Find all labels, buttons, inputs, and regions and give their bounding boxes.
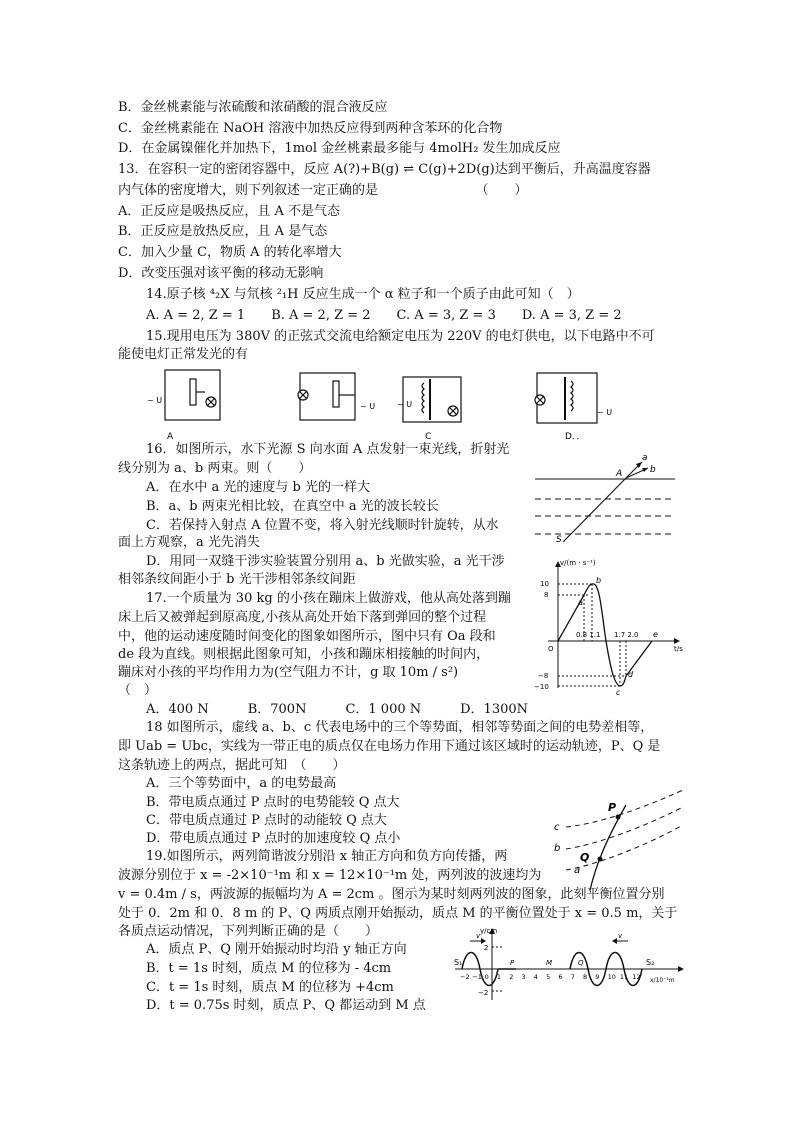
text-line: 蹦床对小孩的平均作用力为(空气阻力不计，g 取 10m / s²) — [118, 665, 459, 680]
circuit-figures — [145, 365, 615, 445]
text-line: C．金丝桃素能在 NaOH 溶液中加热反应得到两种含苯环的化合物 — [118, 121, 503, 136]
text-line: 处于 0．2m 和 0．8 m 的 P、Q 两质点刚开始振动，质点 M 的平衡位置处于 x = 0.5 m，关于 — [118, 906, 678, 921]
x-tick-label: 12 — [632, 973, 641, 981]
text-line: A．三个等势面中，a 的电势最高 — [146, 776, 337, 791]
circuit-label-c: C — [425, 432, 432, 442]
x-tick-label: 2 — [509, 973, 514, 981]
point-label: P — [510, 959, 515, 967]
point-label: A — [616, 469, 623, 479]
text-line: （ ） — [118, 683, 158, 698]
equipotential-label: b — [554, 843, 561, 854]
text-line: 19.如图所示，两列简谐波分别沿 x 轴正方向和负方向传播，两 — [146, 849, 508, 864]
text-line: D．在金属镍催化并加热下，1mol 金丝桃素最多能与 4molH₂ 发生加成反应 — [118, 141, 561, 156]
voltage-label: ~ U — [397, 400, 413, 409]
text-line: de 段为直线。则根据此图象可知，小孩和蹦床相接触的时间内， — [118, 647, 490, 662]
circuit-label-d: D．． — [565, 432, 586, 442]
point-label: P — [608, 801, 617, 814]
source-label: S₂ — [646, 958, 655, 967]
x-tick-label: 5 — [546, 973, 551, 981]
origin-label: O — [548, 645, 554, 653]
x-tick-label: 4 — [533, 973, 538, 981]
text-line: D．改变压强对该平衡的移动无影响 — [118, 266, 324, 281]
text-line: B．带电质点通过 P 点时的电势能较 Q 点大 — [146, 795, 400, 810]
text-line: B．金丝桃素能与浓硫酸和浓硝酸的混合液反应 — [118, 100, 388, 115]
text-line: 13．在容积一定的密闭容器中，反应 A(?)+B(g) ⇌ C(g)+2D(g)达到平衡后，升高温度容器 — [118, 162, 651, 177]
text-line: 波源分别位于 x = -2×10⁻¹m 和 x = 12×10⁻¹m 处，两列波的波速均为 — [118, 868, 542, 883]
text-line: 能使电灯正常发光的有 — [118, 347, 249, 362]
point-label: e — [653, 630, 658, 639]
equipotential-label: a — [574, 865, 581, 876]
text-line: D．t = 0.75s 时刻，质点 P、Q 都运动到 M 点 — [146, 998, 426, 1013]
source-label: S — [556, 535, 562, 545]
text-line: B．t = 1s 时刻，质点 M 的位移为 - 4cm — [146, 961, 392, 976]
text-line: A．在水中 a 光的速度与 b 光的一样大 — [146, 480, 370, 495]
y-tick-label: −2 — [478, 989, 489, 997]
point-label: c — [616, 688, 621, 695]
text-line: C．带电质点通过 P 点时的动能较 Q 点大 — [146, 813, 387, 828]
text-line: D．带电质点通过 P 点时的加速度较 Q 点小 — [146, 831, 401, 846]
x-tick-label: 11 — [619, 973, 629, 981]
x-tick-label: −2 — [460, 973, 470, 981]
point-label: d — [628, 670, 634, 679]
refraction-figure — [530, 450, 680, 550]
text-line: 内气体的密度增大，则下列叙述一定正确的是 （ ） — [118, 183, 528, 198]
text-line: A．质点 P、Q 刚开始振动时均沿 y 轴正方向 — [146, 942, 407, 957]
x-axis-label: x/10⁻¹m — [650, 977, 675, 984]
x-tick-label: 10 — [607, 973, 616, 981]
y-tick-label: 8 — [544, 591, 549, 599]
text-line: 床上后又被弹起到原高度,小孩从高处开始下落到弹回的整个过程 — [118, 610, 487, 625]
y-axis-label: y/cm — [480, 927, 498, 935]
text-line: 15.现用电压为 380V 的正弦式交流电给额定电压为 220V 的电灯供电，以下电路中不可 — [146, 329, 655, 344]
text-line: 16．如图所示，水下光源 S 向水面 A 点发射一束光线，折射光 — [146, 442, 510, 457]
text-line: B．正反应是放热反应，且 A 是气态 — [118, 224, 328, 239]
x-tick-label: 8 — [583, 973, 588, 981]
text-line: C．t = 1s 时刻，质点 M 的位移为 +4cm — [146, 980, 394, 995]
x-tick-label: 7 — [570, 973, 575, 981]
y-tick-label: 10 — [540, 580, 549, 588]
velocity-label: v — [618, 932, 623, 940]
text-line: 即 Uab = Ubc，实线为一带正电的质点仅在电场力作用下通过该区域时的运动轨迹，P、Q 是 — [118, 739, 661, 754]
ray-label: b — [650, 465, 656, 475]
text-line: D．用同一双缝干涉实验装置分别用 a、b 光做实验，a 光干涉 — [146, 554, 505, 569]
point-label: Q — [578, 959, 584, 967]
velocity-label: v — [476, 932, 481, 940]
x-tick-label: 6 — [558, 973, 563, 981]
text-line: 各质点运动情况，下列判断正确的是（ ） — [118, 924, 379, 939]
text-line: C．加入少量 C，物质 A 的转化率增大 — [118, 245, 342, 260]
wave-figure — [450, 925, 690, 1005]
x-tick-label: 1.7 2.0 — [614, 631, 639, 639]
y-axis-label: v/(m · s⁻¹) — [560, 559, 596, 567]
velocity-time-graph — [528, 555, 688, 695]
text-line: A. A = 2, Z = 1 B. A = 2, Z = 2 C. A = 3, Z = 3 D. A = 3, Z = 2 — [146, 308, 622, 323]
text-line: v = 0.4m / s，两波源的振幅均为 A = 2cm 。图示为某时刻两列波的图象，此刻平衡位置分别 — [118, 887, 665, 902]
x-tick-label: 0 — [484, 973, 489, 981]
y-tick-label: −10 — [534, 683, 549, 691]
text-line: 18 如图所示，虚线 a、b、c 代表电场中的三个等势面，相邻等势面之间的电势差相等， — [146, 720, 654, 735]
point-label: M — [546, 959, 553, 967]
text-line: A．正反应是吸热反应，且 A 不是气态 — [118, 204, 341, 219]
y-tick-label: −8 — [538, 672, 549, 680]
text-line: 这条轨迹上的两点，据此可知 （ ） — [118, 758, 346, 773]
x-tick-label: −1 — [472, 973, 482, 981]
x-tick-label: 9 — [595, 973, 600, 981]
x-tick-label: 1 — [496, 973, 502, 981]
source-label: S₁ — [454, 958, 463, 967]
y-tick-label: 2 — [484, 944, 489, 952]
equipotential-figure — [548, 785, 688, 895]
text-line: 17.一个质量为 30 kg 的小孩在蹦床上做游戏，他从高处落到蹦 — [146, 591, 511, 606]
voltage-label: ~ U — [360, 402, 376, 411]
text-line: A．400 N B．700N C．1 000 N D．1300N — [146, 702, 529, 717]
equipotential-label: c — [554, 822, 560, 833]
text-line: B．a、b 两束光相比较，在真空中 a 光的波长较长 — [146, 499, 439, 514]
x-axis-label: t/s — [674, 645, 683, 653]
text-line: 线分别为 a、b 两束。则（ ） — [118, 461, 312, 476]
text-line: 14.原子核 ⁴₂X 与氘核 ²₁H 反应生成一个 α 粒子和一个质子由此可知（ ） — [146, 287, 580, 302]
ray-label: a — [642, 453, 648, 463]
text-line: 相邻条纹间距小于 b 光干涉相邻条纹间距 — [118, 572, 356, 587]
text-line: 中，他的运动速度随时间变化的图象如图所示，图中只有 Oa 段和 — [118, 629, 496, 644]
voltage-label: ~ U — [147, 396, 163, 405]
text-line: C．若保持入射点 A 位置不变，将入射光线顺时针旋转，从水 — [146, 518, 499, 533]
point-label: a — [578, 598, 583, 607]
x-tick-label: 0.8 1.1 — [576, 631, 601, 639]
point-label: Q — [580, 851, 590, 864]
circuit-label-a: A — [167, 432, 174, 442]
point-label: b — [596, 576, 602, 585]
voltage-label: ~ U — [597, 408, 613, 417]
x-tick-label: 3 — [521, 973, 526, 981]
text-line: 面上方观察，a 光先消失 — [118, 535, 260, 550]
